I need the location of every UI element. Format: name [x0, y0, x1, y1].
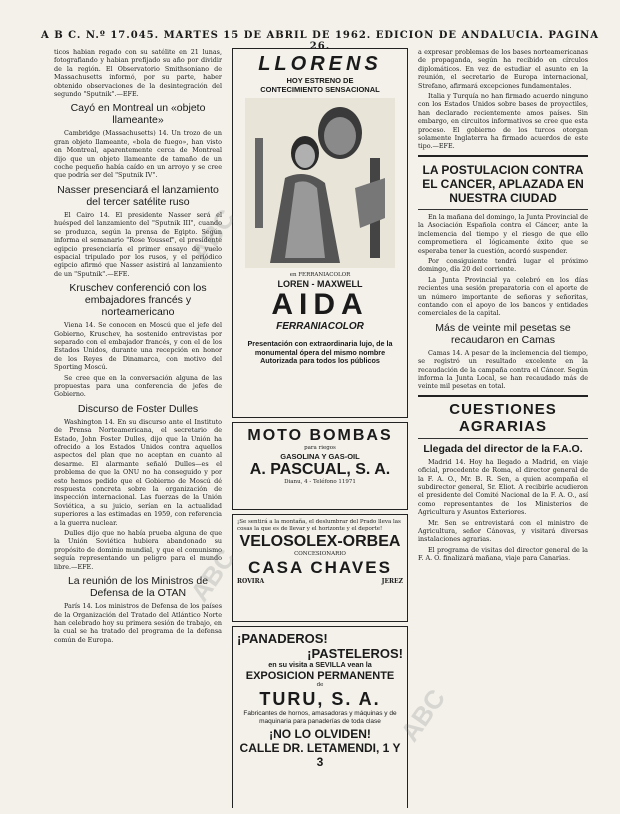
divider: [418, 395, 588, 397]
article-kruschev: Viena 14. Se conocen en Moscú que el jefe del Gobierno, Kruschev, ha sostenido entrevistas por separado con el embajador francés, y con el de los Estados Unidos, durante una recepción en honor de los Reyes de Dinamarca, con motivo del Sporting Moscú.: [54, 321, 222, 372]
velo-dealer: CASA CHAVES: [248, 558, 392, 577]
article-camas: Camas 14. A pesar de la inclemencia del tiempo, se registró un resultado excelente en la recaudación de la campaña contra el Cáncer. Según informa la Junta Local, se han recaudado más de veinte mil pesetas en total.: [418, 348, 588, 391]
turu-panaderos: ¡PANADEROS!: [237, 631, 328, 646]
turu-exposicion: EXPOSICION PERMANENTE: [245, 669, 395, 682]
color-process: FERRANIACOLOR: [276, 321, 364, 332]
moto-title: MOTO BOMBAS: [247, 427, 393, 444]
director-credit: en FERRANIACOLOR: [289, 272, 351, 278]
article-cancer-3: La Junta Provincial ya celebró en los días recientes una sesión preparatoria con el aporte de un número importante de señoras y señoritas, contando con el apoyo de los bancos y entidades comerciales de la capital.: [418, 275, 588, 318]
headline-cancer: LA POSTULACION CONTRA EL CANCER, APLAZADA EN NUESTRA CIUDAD: [422, 162, 584, 205]
velo-concessionaire: CONCESIONARIO: [294, 551, 346, 557]
velo-cities: [237, 578, 403, 585]
film-poster-illustration: [245, 98, 395, 268]
section-title-cuestiones: CUESTIONES: [449, 400, 557, 418]
ad-aida-film: [232, 48, 408, 418]
column-ads: [232, 48, 408, 808]
article-kruschev-2: Se cree que en la conversación alguna de las propuestas para una conferencia de jefes de Gobierno.: [54, 373, 222, 399]
article-nasser: El Cairo 14. El presidente Nasser será el huésped del lanzamiento del "Sputnik III", cuando se produzca, según la prensa de Egipto. Según informa el semanario "Rose Youssef", el presidente egipcio presenciaría el primer ensayo de vuelo espacial tripulado por los rusos, y el periódico egipcio afirmó que Nasser asistirá al lanzamiento de un "Sputnik".—EFE.: [54, 210, 222, 278]
lead-paragraph-right: a expresar problemas de los bases norteamericanas de propaganda, según ha recibido en círculos diplomáticos. En vez de estudiar el asunto en la reunión, el secretario de Europa internacional, Strefano, afirmará excepciones fundamentales.: [418, 48, 588, 90]
film-title: AIDA: [271, 288, 369, 321]
poster-artwork: [245, 98, 395, 268]
film-stars: LOREN - MAXWELL: [277, 279, 363, 289]
moto-line-1: para riegos: [304, 445, 336, 451]
film-caption: Presentación con extraordinaria lujo, de la monumental ópera del mismo nombre: [247, 339, 393, 357]
premiere-line: HOY ESTRENO DE: [286, 76, 354, 85]
divider: [418, 438, 588, 439]
article-fao-3: El programa de visitas del director general de la F. A. O. finalizará mañana, viaje para Canarias.: [418, 545, 588, 563]
divider: [418, 155, 588, 157]
velo-intro: ¡Se sentirá a la montaña, el deslumbrar del Prado lleva las cosas la que es de llevar y el horizonte y el deporte!: [237, 519, 401, 532]
lead-paragraph: ticos habian regado con su satélite en 21 lunas, fotografiando y habian prefijado su año por dividir de la región. El Observatorio Smithsoniano de Massachusetts informó, por su parte, haber obtenido observaciones de la desintegración del segundo "Sputnik".—EFE.: [54, 48, 222, 99]
headline-kruschev: Kruschev conferenció con los embajadores francés y norteamericano: [69, 282, 207, 319]
velo-city-right: JEREZ: [381, 578, 403, 585]
headline-camas: Más de veinte mil pesetas se recaudaron en Camas: [435, 321, 571, 346]
turu-pasteleros: ¡PASTELEROS!: [307, 646, 403, 661]
headline-dulles: Discurso de Foster Dulles: [77, 402, 199, 415]
turu-address: CALLE DR. LETAMENDI, 1 Y 3: [239, 740, 401, 769]
abc-watermark: ABC: [394, 683, 452, 747]
ad-turu: [232, 626, 408, 808]
article-cancer-2: Por consiguiente tendrá lugar el próximo domingo, día 20 del corriente.: [418, 256, 588, 274]
headline-fao: Llegada del director de la F.A.O.: [423, 442, 583, 455]
column-left: [54, 48, 222, 798]
article-fao-2: Mr. Sen se entrevistará con el ministro de Agricultura, señor Cánovas, y visitará diversas instalaciones agrarias.: [418, 518, 588, 544]
article-dulles: Washington 14. En su discurso ante el Instituto de Prensa Norteamericana, el secretario de Estado, John Foster Dulles, dijo que la Unión ha ofrecido a los Estados Unidos contra aquellos aspectos del plan que no aceptan en cuanto al desarme. El alarmante señaló Dulles—es el problema de que la ONU no ha conseguido y por esto hemos pedido que el Gobierno de Moscú dé respuesta concreta sobre la organización de inspección internacional. Las fuerzas de la Unión Soviética, a su juicio, serían en la actualidad superiores a las estimadas en 1959, con referencia a la guerra nuclear.: [54, 417, 222, 527]
velo-brand: VELOSOLEX-ORBEA: [239, 533, 401, 550]
headline-nasser: Nasser presenciará el lanzamiento del tercer satélite ruso: [57, 183, 219, 208]
abc-watermark: ABC: [184, 203, 242, 267]
turu-cta: ¡NO LO OLVIDEN!: [269, 726, 371, 741]
headline-montreal: Cayó en Montreal un «objeto llameante»: [70, 102, 206, 127]
film-rating: Autorizada para todos los públicos: [260, 356, 380, 366]
article-fao: Madrid 14. Hoy ha llegado a Madrid, en viaje oficial, procedente de Roma, el director general de la F. A. O., Mr. B. R. Sen, a quien acompaña el subdirector general, Sr. Eliot. A recibirle acudieron el presidente del Comité Nacional de la F. A. O., así como representantes de los Ministerios de Agricultura y Asuntos Exteriores.: [418, 457, 588, 517]
ad-moto-bombas: [232, 422, 408, 510]
article-cancer: En la mañana del domingo, la Junta Provincial de la Asociación Española contra el Cáncer, ante la inclemencia del tiempo y el riesgo de que ello comprometiera el lógicamente éxito que se esperaba tener la cuestión, acordó suspender.: [418, 212, 588, 255]
turu-brand: TURU, S. A.: [259, 688, 381, 709]
masthead: A B C. N.º 17.045. MARTES 15 DE ABRIL DE 1962. EDICION DE ANDALUCIA. PAGINA 26.: [40, 30, 600, 52]
moto-brand: A. PASCUAL, S. A.: [249, 461, 391, 478]
event-line: CONTECIMIENTO SENSACIONAL: [260, 85, 380, 94]
abc-watermark: ABC: [184, 543, 242, 607]
headline-otan: La reunión de los Ministros de Defensa de la OTAN: [67, 575, 209, 600]
lead-paragraph-right-2: Italia y Turquía no han firmado acuerdo ninguno con los Estados Unidos sobre bases de proyectiles, han declarado recientemente amos países. Sin embargo, en circuitos informativos se cree que esta proceso. El gobierno de los turcos otorgan solamente Inglaterra ha firmado acuerdos de este tipo.—EFE.: [418, 92, 588, 151]
turu-de: de: [316, 681, 324, 688]
moto-line-2: GASOLINA Y GAS-OIL: [280, 452, 360, 461]
velo-city-left: ROVIRA: [237, 578, 265, 585]
column-right: [418, 48, 588, 808]
cinema-name: LLORENS: [258, 53, 382, 75]
turu-visit-line: en su visita a SEVILLA vean la: [268, 660, 372, 669]
section-title-agrarias: AGRARIAS: [458, 417, 547, 435]
moto-address: Dianu, 4 - Teléfono 11971: [284, 479, 356, 485]
article-otan: París 14. Los ministros de Defensa de los países de la Organización del Tratado del Atlántico Norte han celebrado hoy su primera sesión de trabajo, en la cual se ha tratado del programa de la defensa común de Europa.: [54, 602, 222, 644]
ad-velosolex: [232, 514, 408, 622]
article-montreal: Cambridge (Massachusetts) 14. Un trozo de un gran objeto llameante, «bola de fuego», han visto en Montreal, aparentemente cerca de Montreal dijo que un objeto llameante de tamaño de un coche pequeño había caído en un arroyo y se cree que podría ser del "Sputnik IV".: [54, 129, 222, 180]
turu-body: Fabricantes de hornos, amasadoras y máquinas y de maquinaria para panaderías de toda clase: [243, 709, 397, 726]
article-dulles-2: Dulles dijo que no había prueba alguna de que la Unión Soviética hubiera abandonado su propósito de dominio mundial, y que el comunismo seguía representando un peligro para el mundo libre.—EFE.: [54, 529, 222, 571]
divider: [418, 209, 588, 210]
